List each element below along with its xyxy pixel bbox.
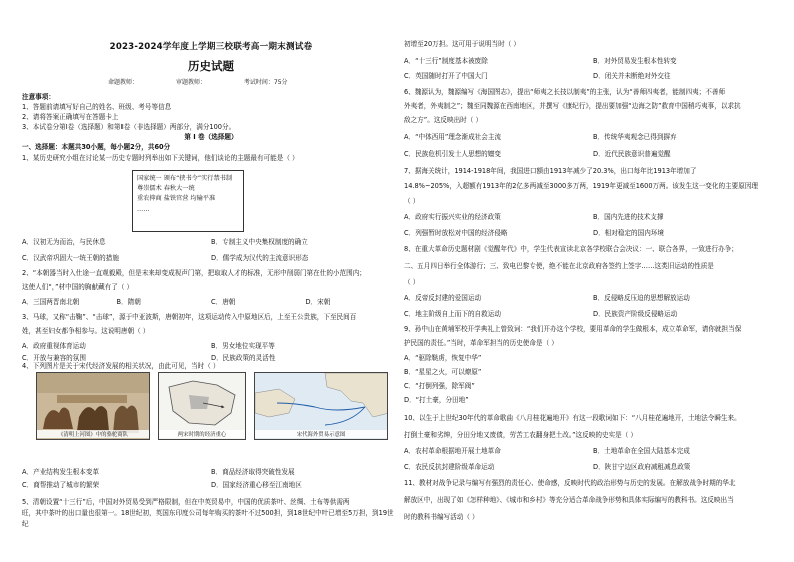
option-b: B．土地革命在全国大陆基本完成: [593, 447, 690, 455]
subject-title: 历史试题: [188, 59, 234, 73]
option-c: C．民族危机引发士人思想的嬗变: [404, 150, 501, 158]
option-b: B．男女地位实现平等: [211, 342, 275, 350]
question-3-stem-cont: 姓，甚至妇女都争相参与。这说明唐朝（ ）: [22, 327, 150, 335]
question-2-stem: 2、“本朝器当时入仕途一直观毅殿，但是末来却变成视声门第，把取取人才的标准，无形中削弱门第在仕的小范围内；: [22, 269, 366, 277]
question-11-line: 解放区中，出现了如《怎样种地》、《城市和乡村》等充分适合革命战争形势和具体实际编写的教科书。这反映出当: [404, 496, 734, 504]
image-caption: 宋代海外贸易示意图: [255, 430, 387, 438]
option-d: D．“打土豪，分田地”: [404, 396, 469, 404]
question-8-line: 二、五月四日举行全体游行；三、致电巴黎专使，绝不能在北京政府各签约上签字……这类旧运动的性质是: [404, 262, 714, 270]
option-d: D．相对稳定的国内环境: [593, 229, 665, 237]
question-11-line: 11、教材对战争记录与编写有强烈的责任心、使命感，反映时代的政治形势与历史的发展。在解放战争时期的华北: [404, 479, 736, 487]
qingming-painting-image: [36, 372, 150, 440]
question-1-options-row: [22, 254, 400, 263]
option-d: D．民族政策的灵活性: [211, 354, 276, 362]
question-5-stem-cont: 初增至20万担。这可用于说明当时（ ）: [404, 40, 520, 48]
option-c: C．唐朝: [211, 298, 236, 306]
question-6-options-row: [404, 150, 782, 159]
option-b: B．国内先进的技术支撑: [593, 213, 664, 221]
reviewer-label: 审题教师：: [175, 79, 206, 86]
question-4-stem: 4、下列图片是关于宋代经济发展的相关状况，由此可见，当时（ ）: [22, 362, 220, 370]
option-a: A．反帝反封建的爱国运动: [404, 294, 482, 302]
option-c: C．农民反抗封建阶级革命运动: [404, 463, 495, 471]
option-c: C．列强暂时放松对中国的经济侵略: [404, 229, 508, 237]
question-10-options-row: [404, 447, 782, 456]
question-7-options-row: [404, 229, 782, 238]
option-d: D．儒学成为汉代的主流意识形态: [211, 254, 309, 262]
option-a: A．农村革命根据地开展土地革命: [404, 447, 501, 455]
question-5-options-row: [404, 72, 782, 81]
question-7-line: （ ）: [404, 197, 420, 205]
keyword-line: 重农抑商 盐铁官营 均输平准: [137, 195, 216, 203]
option-a: A．“十三行”制度基本被废除: [404, 57, 488, 65]
notes-heading: 注意事项：: [22, 93, 55, 101]
option-c: C．开放与兼容的氛围: [22, 354, 86, 362]
option-b: B．专制主义中央集权制度的确立: [211, 238, 308, 246]
option-c: C．商帮推动了城市的繁荣: [22, 481, 100, 489]
option-c: C．英国随时打开了中国大门: [404, 72, 488, 80]
question-8-line: 8、在重大革命历史题材剧《觉醒年代》中，学生代表宣读北京各学校联合会决议：一、联合各界，一致进行办争；: [404, 245, 738, 253]
question-5-stem: [22, 497, 400, 530]
question-7-line: 14.8%~205%，入超额有1913年的2亿多两减至3000多万两，1919年更减至1600万两。该发生这一变化的主要原因理: [404, 182, 759, 190]
question-7-line: 7、据海关统计，1914-1918年间，我国进口额由1913年减少了20.3%，出口每年比1913年增加了: [404, 167, 697, 175]
keyword-line: ……: [137, 205, 150, 213]
question-2-options: [22, 298, 400, 307]
option-a: A．政府重视体育运动: [22, 342, 86, 350]
section-title: 第 Ⅰ 卷（选择题）: [184, 133, 238, 141]
question-3-options-row: [22, 342, 400, 351]
option-b: B．反侵略反压迫的思想解放运动: [593, 294, 690, 302]
text-line: 5、清朝设置“十三行”后，中国对外贸易受到严格限制，但在中英贸易中，中国的优质茶叶、丝绸、土布等供需两: [22, 498, 350, 506]
question-6-options-row: [404, 133, 782, 142]
option-b: B．商品经济取得突破性发展: [211, 468, 295, 476]
option-a: A．三国两晋南北朝: [22, 298, 80, 306]
maritime-trade-map: [254, 372, 388, 440]
question-9-line: 9、孙中山在黄埔军校开学典礼上曾致词：“我们开办这个学校，要用革命的学生做根本，成立革命军，请你就担当保: [404, 325, 742, 333]
image-caption: 《清明上河图》中的骆驼商队: [37, 430, 149, 438]
question-1-stem: 1、某历史研究小组在讨论某一历史专题时列举出如下关键词，他们谈论的主题最有可能是（ ）: [22, 154, 299, 162]
question-10-line: 10、以生于上世纪30年代的革命歌曲《八月桂花遍地开》有这一段歌词如下：“八月桂花遍地开，土地法令瞬生来。: [404, 414, 741, 422]
option-b: B．隋朝: [116, 298, 141, 306]
option-b: B．对外贸易发生根本性转变: [593, 57, 677, 65]
exam-title: 2023-2024学年度上学期三校联考高一期末测试卷: [109, 42, 313, 52]
option-a: A．产业结构发生根本变革: [22, 468, 100, 476]
image-caption: 两宋时期的经济重心: [159, 430, 245, 438]
keyword-line: 尊崇儒术 春秋大一统: [137, 185, 195, 193]
question-6-line: 外夷者，外夷制之”；魏至同魏源在西南地区，并撰写《康纪行》，提出要加强“边海之防”救育中国稍巧夷事，以求抗: [404, 102, 741, 110]
option-d: D．近代民族意识普遍觉醒: [593, 150, 671, 158]
option-c: C．地主阶级自上而下的自救运动: [404, 310, 501, 318]
question-9-line: 护民国的责任。”当时，革命军担当的历史使命是（ ）: [404, 339, 558, 347]
question-7-options-row: [404, 213, 782, 222]
question-6-line: 6、魏源认为，魏源编写《海国图志》，提出“师夷之长技以制夷”的主张，认为“善师四夷者，能制四夷；不善师: [404, 88, 726, 96]
time-label: 考试时间：75分: [243, 79, 288, 86]
note-item: 2、请将答案正确填写在答题卡上: [22, 113, 119, 121]
note-item: 3、本试卷分第Ⅰ卷（选择题）和第Ⅱ卷（非选择题）两部分，满分100分。: [22, 123, 236, 131]
option-d: D．宋朝: [305, 298, 331, 306]
option-d: D．民族资产阶级反侵略运动: [593, 310, 678, 318]
option-c: C．“打倒列强，除军阀”: [404, 382, 475, 390]
question-8-line: （ ）: [404, 278, 420, 286]
question-6-line: 敌之方”。这反映出时（ ）: [404, 116, 483, 124]
question-4-options-row: [22, 479, 400, 489]
question-4-options-row: [22, 466, 400, 476]
question-2-stem-cont: 这使人们“，”材中国的胸献藏有了（ ）: [22, 283, 134, 291]
question-1-options-row: [22, 238, 400, 247]
option-b: B．“星星之火，可以燎原”: [404, 368, 482, 376]
keyword-line: 国家统一 颁布“挟书令”实行禁书制: [137, 175, 233, 182]
option-a: A．汉初无为而治，与民休息: [22, 238, 106, 246]
option-d: D．国家经济重心移至江南地区: [211, 481, 302, 489]
question-3-stem: 3、马球，又称“击鞠”、“击球”，源于中亚波斯，唐朝初年，这项运动传入中原地区后，上至王公贵族，下至民间百: [22, 313, 357, 321]
option-a: A．政府实行振兴实业的经济政策: [404, 213, 501, 221]
option-b: B．传统华夷观念已得到摒弃: [593, 133, 677, 141]
question-8-options-row: [404, 294, 782, 303]
exam-meta: [108, 77, 324, 86]
question-1-keyword-box: [132, 170, 244, 232]
text-line: 旺，其中茶叶的出口量也很第一。18世纪初，英国东印度公司每年购买的茶叶不过500担，到18世纪中叶已增至5万担，到19世纪: [22, 509, 394, 528]
question-11-line: 时的教科书编写活动（ ）: [404, 513, 479, 521]
proposer-label: 命题教师：: [108, 79, 139, 86]
option-a: A．“中体西用”理念渐成社会主流: [404, 133, 502, 141]
question-10-options-row: [404, 463, 782, 472]
question-10-line: 打倒土豪和劣绅，分田分地又废债，劳苦工农翻身把土改。”这反映的史实是（ ）: [404, 431, 637, 439]
option-c: C．汉武帝巩固大一统王朝的措施: [22, 254, 119, 262]
option-a: A．“驱除鞑虏，恢复中华”: [404, 354, 482, 362]
option-d: D．闭关并未断绝对外交往: [593, 72, 671, 80]
option-d: D．陕甘宁边区政府减租减息政策: [593, 463, 691, 471]
note-item: 1、答题前请填写好自己的姓名、班级、考号等信息: [22, 103, 172, 111]
part-one-heading: 一、选择题：本题共30小题，每小题2分，共60分: [22, 143, 171, 151]
question-8-options-row: [404, 310, 782, 319]
question-5-options-row: [404, 57, 782, 66]
economic-center-map: [158, 372, 246, 440]
